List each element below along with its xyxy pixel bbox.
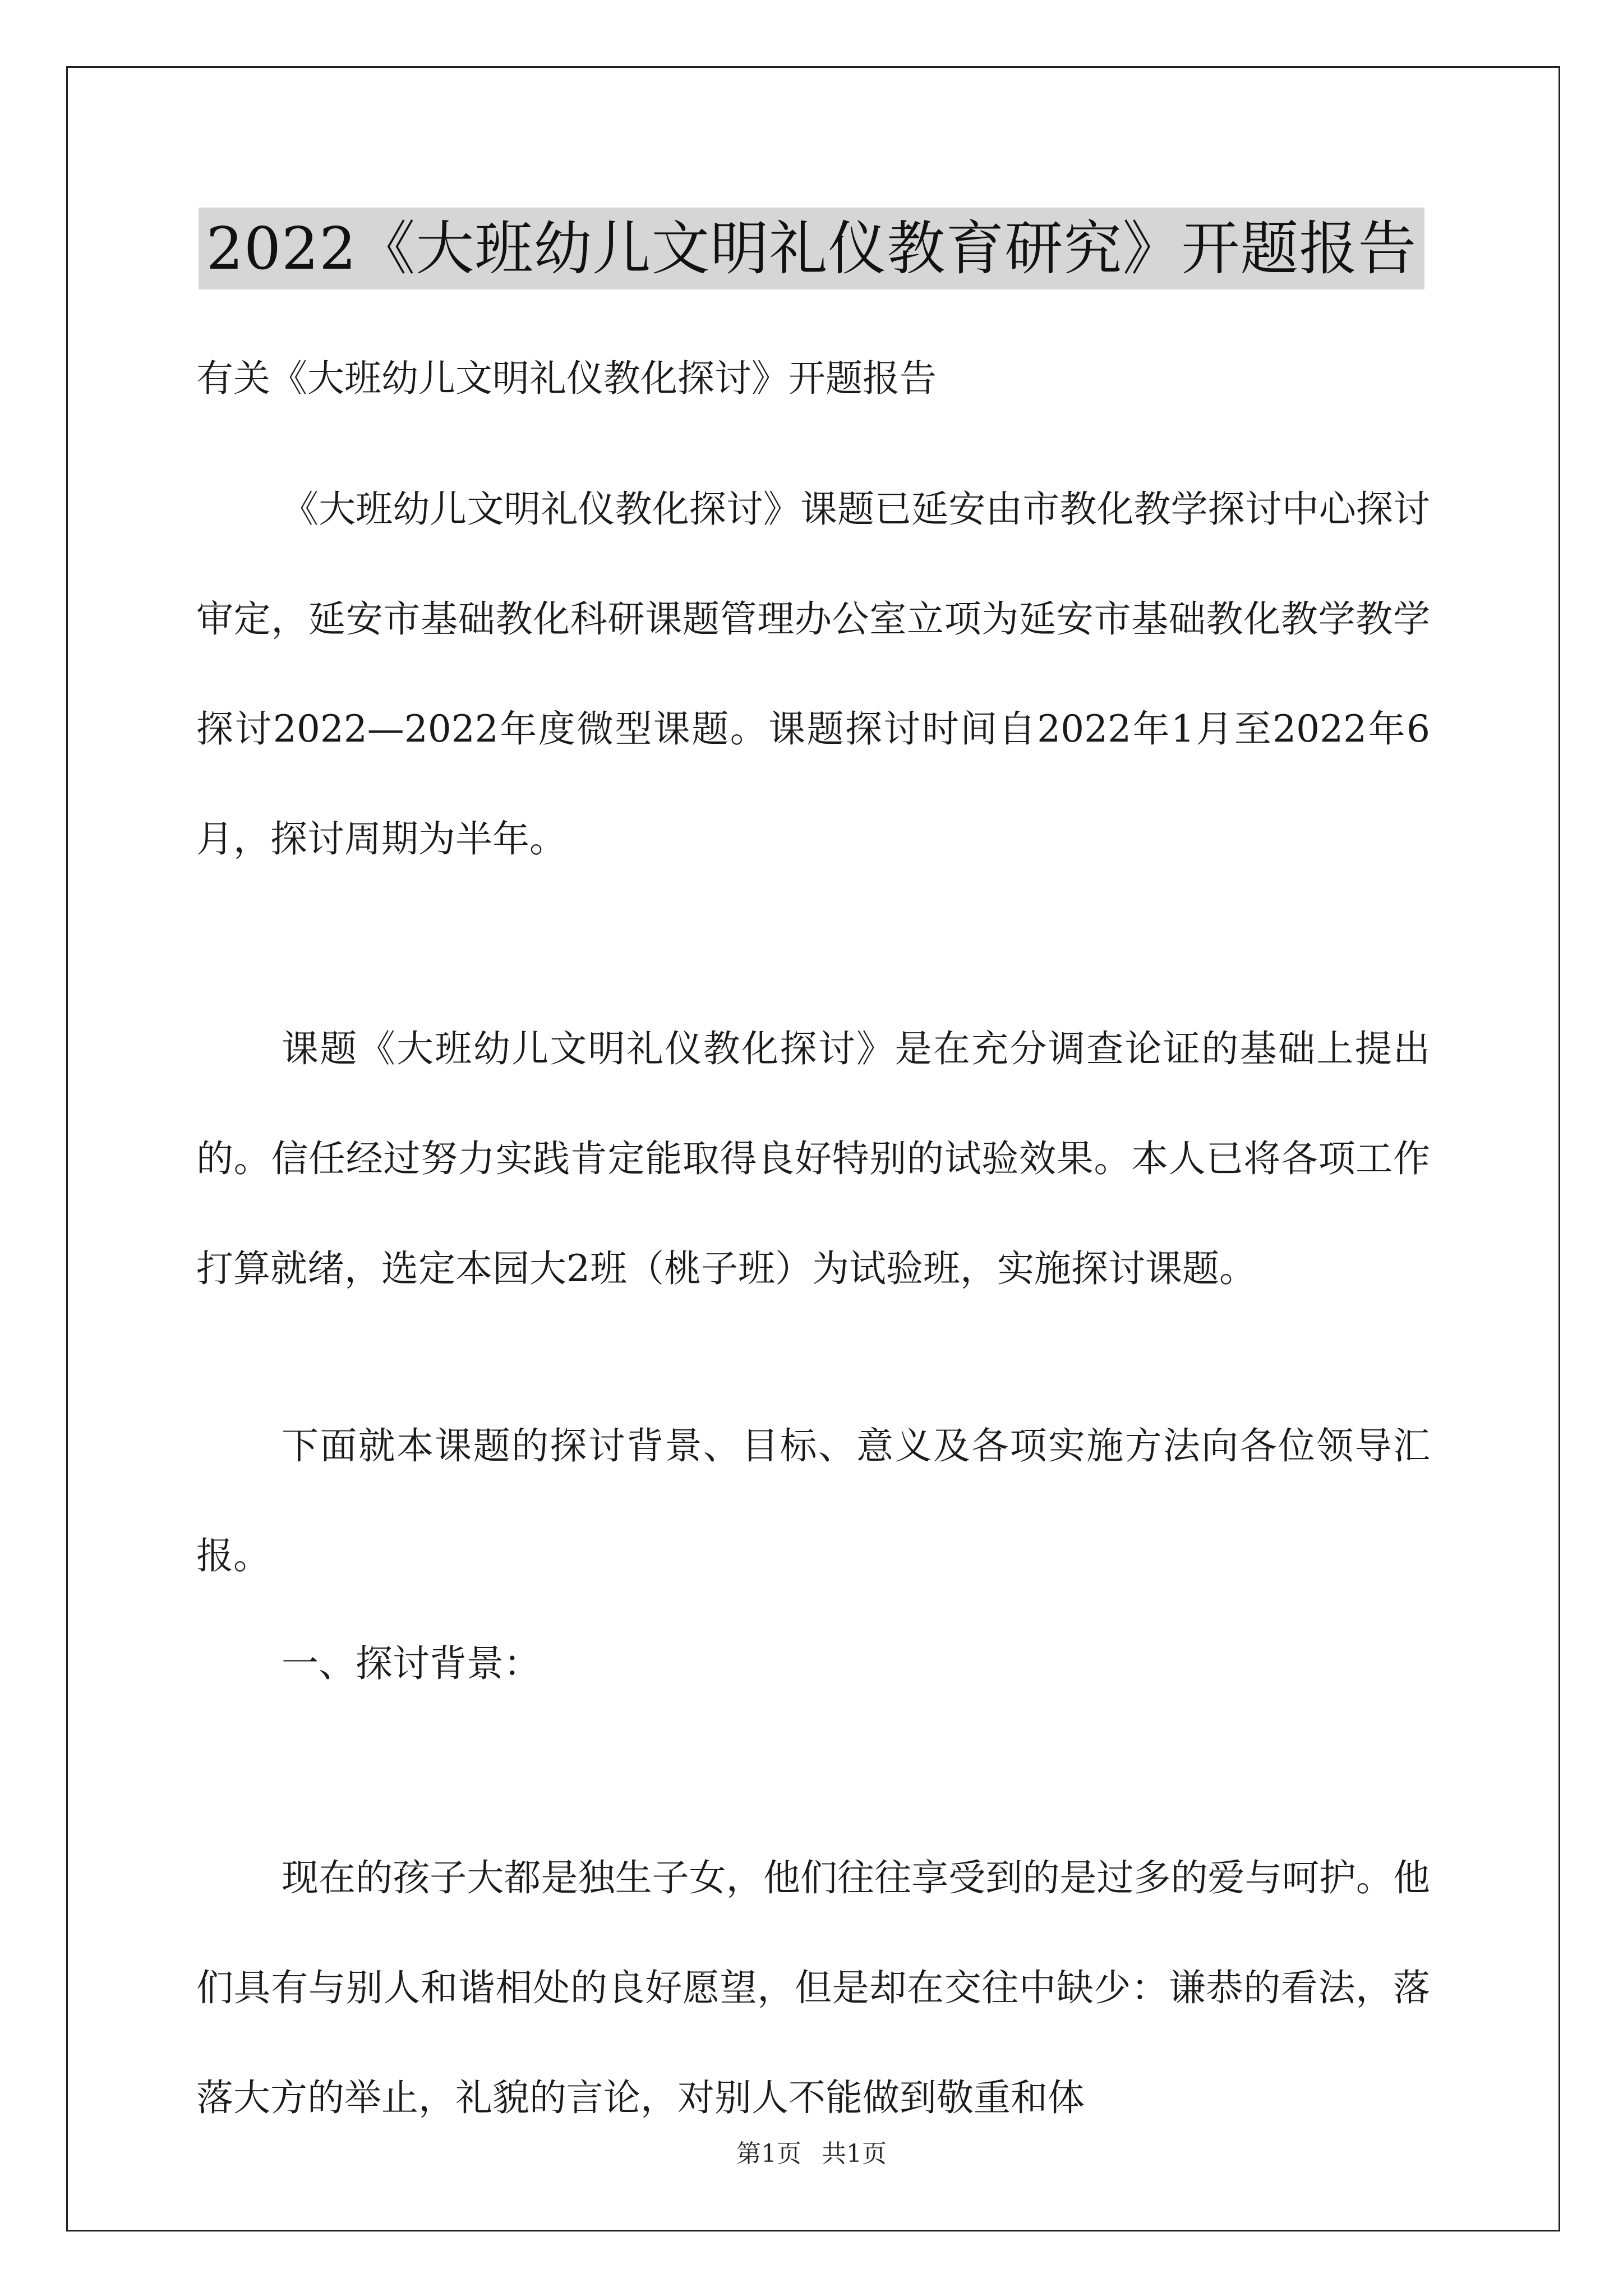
title-container [0,208,1623,289]
paragraph-background: 现在的孩子大都是独生子女，他们往往享受到的是过多的爱与呵护。他们具有与别人和谐相处的良好愿望，但是却在交往中缺少：谦恭的看法，落落大方的举止，礼貌的言论，对别人不能做到敬重和体 [196,1856,1430,2119]
page-footer [0,2137,1623,2171]
paragraph-report: 下面就本课题的探讨背景、目标、意义及各项实施方法向各位领导汇报。 [196,1424,1430,1577]
paragraph-proposal: 课题《大班幼儿文明礼仪教化探讨》是在充分调查论证的基础上提出的。信任经过努力实践肯定能取得良好特别的试验效果。本人已将各项工作打算就绪，选定本园大2班（桃子班）为试验班，实施探讨课题。 [196,1027,1430,1290]
section-heading-background: 一、探讨背景： [282,1642,541,1685]
page-number: 第1页 [736,2139,801,2168]
document-subtitle: 有关《大班幼儿文明礼仪教化探讨》开题报告 [196,357,937,400]
paragraph-intro: 《大班幼儿文明礼仪教化探讨》课题已延安由市教化教学探讨中心探讨审定，延安市基础教化科研课题管理办公室立项为延安市基础教化教学教学探讨2022—2022年度微型课题。课题探讨时间自2022年1月至2022年6月，探讨周期为半年。 [196,487,1430,861]
document-title: 2022《大班幼儿文明礼仪教育研究》开题报告 [199,208,1425,289]
page-total: 共1页 [822,2139,887,2168]
